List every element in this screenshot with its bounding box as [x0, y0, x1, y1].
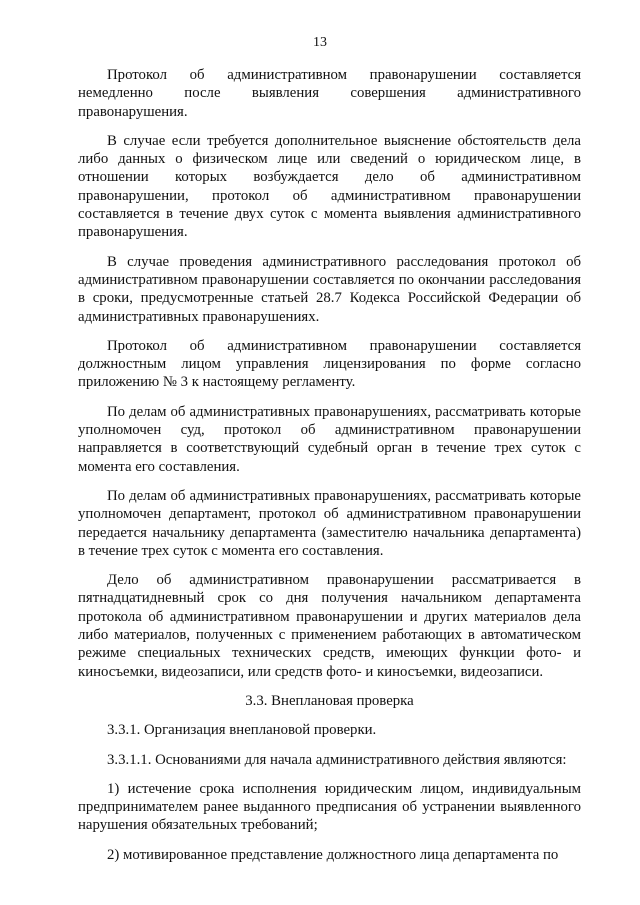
paragraph-court-cases: По делам об административных правонарушениях, рассматривать которые уполномочен суд, протокол об административном правонарушении направляется в соответствующий судебный орган в течение трех суток с момента его составления.: [78, 403, 581, 475]
list-item: 2) мотивированное представление должностного лица департамента по: [107, 846, 559, 863]
paragraph-department-cases: По делам об административных правонарушениях, рассматривать которые уполномочен департамент, протокол об административном правонарушении передается начальнику департамента (заместителю начальника департамента) в течение трех суток с момента его составления.: [78, 487, 581, 559]
list-item: 1) истечение срока исполнения юридическим лицом, индивидуальным предпринимателем ранее выданного предписания об устранении выявленного нарушения обязательных требований;: [78, 780, 581, 834]
paragraph-protocol-two-days: В случае если требуется дополнительное выяснение обстоятельств дела либо данных о физическом лице или сведений о юридическом лице, в отношении которых возбуждается дело об административном правонарушении, протокол об административном правонарушении составляется в течение двух суток с момента выявления административного правонарушения.: [78, 132, 581, 241]
paragraph-administrative-investigation: В случае проведения административного расследования протокол об административном правонарушении составляется по окончании расследования в сроки, предусмотренные статьей 28.7 Кодекса Российской Федерации об административных правонарушениях.: [78, 253, 581, 325]
subsection-title: 3.3.1. Организация внеплановой проверки.: [107, 722, 377, 739]
section-heading: 3.3. Внеплановая проверка: [245, 692, 414, 709]
clause-title: 3.3.1.1. Основаниями для начала административного действия являются:: [107, 751, 567, 768]
document-body: [78, 66, 581, 875]
page-number: 13: [313, 35, 327, 50]
paragraph-protocol-immediate: Протокол об административном правонарушении составляется немедленно после выявления совершения административного правонарушения.: [78, 67, 581, 120]
paragraph-protocol-form: Протокол об административном правонарушении составляется должностным лицом управления лицензирования по форме согласно приложению № 3 к настоящему регламенту.: [78, 337, 581, 391]
paragraph-case-review-term: Дело об административном правонарушении рассматривается в пятнадцатидневный срок со дня получения начальником департамента протокола об административном правонарушении и других материалов дела либо материалов, полученных с применением работающих в автоматическом режиме специальных технических средств, имеющих функции фото- и киносъемки, видеозаписи, или средств фото- и киносъемки, видеозаписи.: [78, 572, 581, 680]
